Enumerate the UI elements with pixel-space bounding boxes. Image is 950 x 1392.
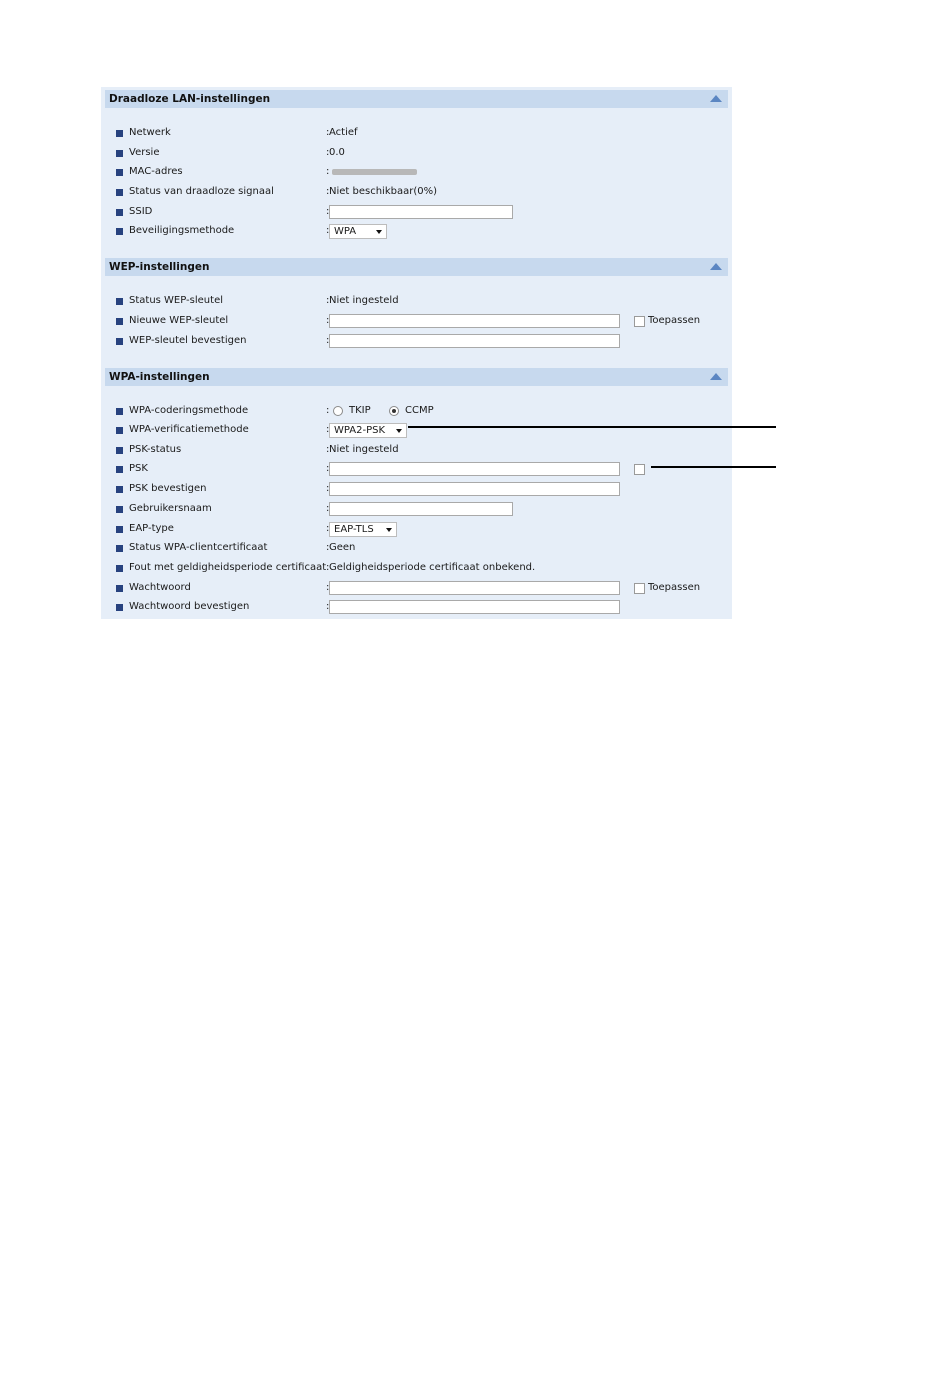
collapse-wpa-icon[interactable]	[710, 373, 722, 380]
bullet-icon	[116, 486, 123, 493]
row-security: Beveiligingsmethode : WPA	[115, 222, 725, 240]
row-ssid: SSID :	[115, 203, 725, 221]
callout-line-psk	[651, 466, 776, 468]
row-password-confirm: Wachtwoord bevestigen :	[115, 598, 725, 616]
signal-label: Status van draadloze signaal	[129, 186, 274, 197]
wep-confirm-input[interactable]	[329, 334, 620, 348]
row-psk: PSK :	[115, 460, 725, 478]
section-title-lan: Draadloze LAN-instellingen	[109, 93, 271, 105]
version-value: 0.0	[329, 147, 345, 158]
row-password: Wachtwoord : Toepassen	[115, 579, 725, 597]
row-wpa-auth: WPA-verificatiemethode : WPA2-PSK	[115, 421, 725, 439]
ssid-label: SSID	[129, 206, 153, 217]
security-label: Beveiligingsmethode	[129, 225, 235, 236]
psk-apply-checkbox[interactable]	[634, 464, 645, 475]
psk-status-value: Niet ingesteld	[329, 444, 399, 455]
eap-label: EAP-type	[129, 523, 174, 534]
wep-status-value: Niet ingesteld	[329, 295, 399, 306]
psk-label: PSK	[129, 463, 148, 474]
bullet-icon	[116, 506, 123, 513]
chevron-down-icon	[396, 429, 402, 433]
cert-error-label: Fout met geldigheidsperiode certificaat	[129, 562, 327, 573]
bullet-icon	[116, 318, 123, 325]
tkip-label: TKIP	[349, 405, 371, 416]
collapse-lan-icon[interactable]	[710, 95, 722, 102]
bullet-icon	[116, 338, 123, 345]
bullet-icon	[116, 408, 123, 415]
row-mac: MAC-adres :	[115, 163, 725, 181]
bullet-icon	[116, 189, 123, 196]
ssid-input[interactable]	[329, 205, 513, 219]
password-input[interactable]	[329, 581, 620, 595]
client-cert-label: Status WPA-clientcertificaat	[129, 542, 268, 553]
mac-label: MAC-adres	[129, 166, 183, 177]
security-method-select[interactable]	[329, 224, 387, 239]
psk-confirm-label: PSK bevestigen	[129, 483, 207, 494]
eap-type-value: EAP-TLS	[334, 524, 374, 535]
row-version: Versie : 0.0	[115, 144, 725, 162]
row-wep-confirm: WEP-sleutel bevestigen :	[115, 332, 725, 350]
section-title-wpa: WPA-instellingen	[109, 371, 210, 383]
wep-new-key-label: Nieuwe WEP-sleutel	[129, 315, 229, 326]
bullet-icon	[116, 466, 123, 473]
settings-panel	[101, 87, 732, 619]
eap-type-select[interactable]	[329, 522, 397, 537]
wpa-auth-value: WPA2-PSK	[334, 425, 386, 436]
password-confirm-label: Wachtwoord bevestigen	[129, 601, 250, 612]
bullet-icon	[116, 526, 123, 533]
bullet-icon	[116, 130, 123, 137]
password-apply-label: Toepassen	[648, 582, 701, 593]
ccmp-radio[interactable]	[389, 406, 399, 416]
bullet-icon	[116, 604, 123, 611]
security-method-value: WPA	[334, 226, 357, 237]
wpa-auth-label: WPA-verificatiemethode	[129, 424, 249, 435]
wep-new-key-input[interactable]	[329, 314, 620, 328]
signal-value: Niet beschikbaar(0%)	[329, 186, 438, 197]
mac-address-redacted	[332, 169, 417, 175]
wpa-auth-select[interactable]	[329, 423, 407, 438]
row-cert-error: Fout met geldigheidsperiode certificaat : Geldigheidsperiode certificaat onbekend.	[115, 559, 725, 577]
bullet-icon	[116, 585, 123, 592]
bullet-icon	[116, 427, 123, 434]
bullet-icon	[116, 150, 123, 157]
section-header-wep	[105, 258, 728, 276]
username-label: Gebruikersnaam	[129, 503, 212, 514]
chevron-down-icon	[376, 230, 382, 234]
version-label: Versie	[129, 147, 160, 158]
section-title-wep: WEP-instellingen	[109, 261, 210, 273]
psk-input[interactable]	[329, 462, 620, 476]
row-username: Gebruikersnaam :	[115, 500, 725, 518]
username-input[interactable]	[329, 502, 513, 516]
bullet-icon	[116, 447, 123, 454]
row-psk-confirm: PSK bevestigen :	[115, 480, 725, 498]
row-client-cert: Status WPA-clientcertificaat : Geen	[115, 539, 725, 557]
password-label: Wachtwoord	[129, 582, 191, 593]
bullet-icon	[116, 565, 123, 572]
wep-apply-checkbox[interactable]	[634, 316, 645, 327]
wep-status-label: Status WEP-sleutel	[129, 295, 223, 306]
tkip-radio[interactable]	[333, 406, 343, 416]
psk-confirm-input[interactable]	[329, 482, 620, 496]
wpa-encryption-label: WPA-coderingsmethode	[129, 405, 249, 416]
cert-error-value: Geldigheidsperiode certificaat onbekend.	[329, 562, 536, 573]
bullet-icon	[116, 298, 123, 305]
collapse-wep-icon[interactable]	[710, 263, 722, 270]
bullet-icon	[116, 169, 123, 176]
ccmp-label: CCMP	[405, 405, 434, 416]
password-confirm-input[interactable]	[329, 600, 620, 614]
network-label: Netwerk	[129, 127, 171, 138]
callout-line-auth	[408, 426, 776, 428]
bullet-icon	[116, 228, 123, 235]
row-network: Netwerk : Actief	[115, 124, 725, 142]
row-wep-new-key: Nieuwe WEP-sleutel : Toepassen	[115, 312, 725, 330]
bullet-icon	[116, 545, 123, 552]
bullet-icon	[116, 209, 123, 216]
section-header-wpa	[105, 368, 728, 386]
section-header-lan	[105, 90, 728, 108]
psk-status-label: PSK-status	[129, 444, 182, 455]
password-apply-checkbox[interactable]	[634, 583, 645, 594]
chevron-down-icon	[386, 528, 392, 532]
row-signal: Status van draadloze signaal : Niet beschikbaar(0%)	[115, 183, 725, 201]
network-value: Actief	[329, 127, 358, 138]
row-wpa-encryption: WPA-coderingsmethode : TKIP CCMP	[115, 402, 725, 420]
row-eap: EAP-type : EAP-TLS	[115, 520, 725, 538]
client-cert-value: Geen	[329, 542, 356, 553]
row-psk-status: PSK-status : Niet ingesteld	[115, 441, 725, 459]
wep-confirm-label: WEP-sleutel bevestigen	[129, 335, 247, 346]
wep-apply-label: Toepassen	[648, 315, 701, 326]
row-wep-status: Status WEP-sleutel : Niet ingesteld	[115, 292, 725, 310]
